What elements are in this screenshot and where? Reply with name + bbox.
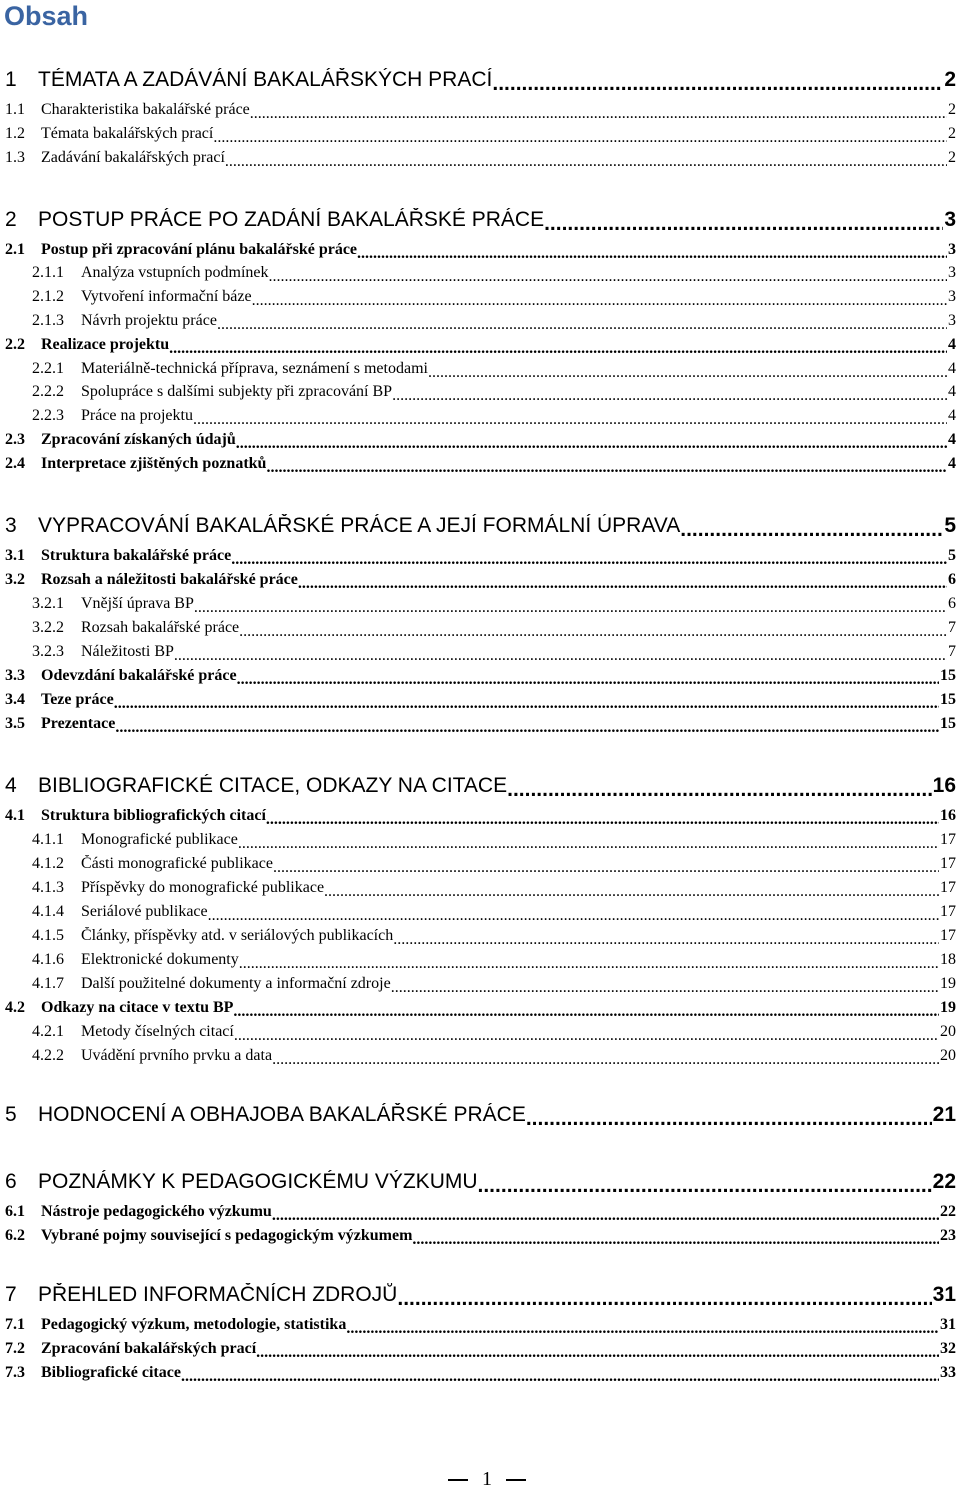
toc-dot-leader [115, 721, 939, 737]
toc-entry-title: Části monografické publikace [81, 855, 273, 872]
toc-entry-page: 18 [940, 951, 956, 968]
toc-entry-number: 3.2 [5, 571, 25, 588]
toc-dot-leader [269, 270, 947, 286]
toc-entry-level-2[interactable] [5, 1340, 956, 1362]
toc-entry-title: Odkazy na citace v textu BP [41, 999, 234, 1016]
page-title: Obsah [4, 1, 89, 31]
toc-dot-leader [397, 1290, 931, 1311]
toc-dot-leader [169, 342, 947, 358]
toc-entry-page: 4 [948, 407, 956, 424]
toc-entry-page: 2 [944, 68, 956, 91]
toc-entry-title: Charakteristika bakalářské práce [41, 101, 250, 118]
toc-entry-number: 2.2.1 [32, 360, 64, 377]
toc-entry-number: 4.1.7 [32, 975, 64, 992]
toc-entry-level-3[interactable] [32, 619, 956, 641]
toc-entry-number: 3 [5, 514, 17, 537]
toc-entry-title: PŘEHLED INFORMAČNÍCH ZDROJŮ [38, 1283, 398, 1306]
toc-dot-leader [357, 247, 947, 263]
toc-entry-number: 3.5 [5, 715, 25, 732]
toc-entry-title: Monografické publikace [81, 831, 238, 848]
toc-dot-leader [324, 885, 939, 901]
toc-entry-page: 17 [940, 855, 956, 872]
toc-entry-number: 4.1.6 [32, 951, 64, 968]
toc-entry-page: 15 [940, 715, 956, 732]
toc-entry-level-2[interactable] [5, 691, 956, 713]
toc-entry-title: TÉMATA A ZADÁVÁNÍ BAKALÁŘSKÝCH PRACÍ [38, 68, 493, 91]
toc-entry-number: 7 [5, 1283, 17, 1306]
toc-entry-page: 3 [944, 208, 956, 231]
toc-entry-page: 20 [940, 1047, 956, 1064]
toc-dot-leader [114, 697, 939, 713]
toc-entry-page: 7 [948, 643, 956, 660]
toc-entry-number: 3.4 [5, 691, 25, 708]
toc-entry-number: 6.2 [5, 1227, 25, 1244]
toc-entry-level-2[interactable] [5, 455, 956, 477]
toc-entry-title: Rozsah a náležitosti bakalářské práce [41, 571, 298, 588]
toc-entry-number: 4.1.4 [32, 903, 64, 920]
toc-entry-title: Články, příspěvky atd. v seriálových publikacích [81, 927, 394, 944]
toc-entry-number: 3.2.1 [32, 595, 64, 612]
toc-entry-number: 3.2.2 [32, 619, 64, 636]
toc-entry-level-3[interactable] [32, 831, 956, 853]
toc-entry-level-2[interactable] [5, 241, 956, 263]
toc-entry-page: 22 [940, 1203, 956, 1220]
toc-entry-number: 6 [5, 1170, 17, 1193]
toc-entry-number: 2 [5, 208, 17, 231]
toc-entry-page: 4 [948, 431, 956, 448]
toc-dot-leader [250, 107, 947, 123]
toc-entry-level-3[interactable] [32, 903, 956, 925]
toc-entry-page: 7 [948, 619, 956, 636]
toc-entry-level-2[interactable] [5, 547, 956, 569]
toc-dot-leader [208, 909, 939, 925]
toc-entry-number: 2.3 [5, 431, 25, 448]
toc-entry-page: 3 [948, 241, 956, 258]
toc-entry-number: 2.4 [5, 455, 25, 472]
toc-entry-level-1[interactable] [5, 208, 956, 236]
toc-entry-number: 2.2 [5, 336, 25, 353]
toc-entry-title: Příspěvky do monografické publikace [81, 879, 325, 896]
toc-entry-page: 4 [948, 360, 956, 377]
toc-entry-level-3[interactable] [32, 975, 956, 997]
toc-entry-title: Struktura bibliografických citací [41, 807, 266, 824]
toc-entry-number: 5 [5, 1103, 17, 1126]
toc-entry-level-1[interactable] [5, 514, 956, 542]
toc-entry-number: 7.2 [5, 1340, 25, 1357]
toc-entry-title: Bibliografické citace [41, 1364, 181, 1381]
toc-entry-title: Náležitosti BP [81, 643, 174, 660]
toc-entry-level-2[interactable] [5, 999, 956, 1021]
toc-dot-leader [239, 957, 939, 973]
toc-entry-level-3[interactable] [32, 879, 956, 901]
toc-entry-level-2[interactable] [5, 125, 956, 147]
toc-entry-number: 3.2.3 [32, 643, 64, 660]
page-number: 1 [482, 1468, 492, 1490]
toc-entry-page: 6 [948, 571, 956, 588]
toc-entry-page: 15 [940, 691, 956, 708]
toc-entry-page: 4 [948, 336, 956, 353]
toc-entry-title: Analýza vstupních podmínek [81, 264, 269, 281]
toc-entry-page: 15 [940, 667, 956, 684]
toc-dot-leader [252, 294, 947, 310]
toc-dot-leader [237, 673, 939, 689]
toc-entry-level-3[interactable] [32, 1023, 956, 1045]
toc-entry-level-3[interactable] [32, 288, 956, 310]
toc-entry-number: 1.2 [5, 125, 25, 142]
toc-entry-page: 23 [940, 1227, 956, 1244]
toc-entry-title: HODNOCENÍ A OBHAJOBA BAKALÁŘSKÉ PRÁCE [38, 1103, 526, 1126]
toc-entry-title: VYPRACOVÁNÍ BAKALÁŘSKÉ PRÁCE A JEJÍ FORMÁLNÍ ÚPRAVA [38, 514, 681, 537]
toc-entry-level-2[interactable] [5, 667, 956, 689]
toc-entry-page: 21 [932, 1103, 956, 1126]
toc-entry-number: 4.2.1 [32, 1023, 64, 1040]
toc-entry-title: Uvádění prvního prvku a data [81, 1047, 273, 1064]
toc-dot-leader [346, 1322, 939, 1338]
toc-dot-leader [526, 1110, 932, 1131]
toc-entry-number: 7.1 [5, 1316, 25, 1333]
toc-entry-page: 6 [948, 595, 956, 612]
toc-entry-level-2[interactable] [5, 715, 956, 737]
toc-entry-page: 16 [932, 774, 956, 797]
toc-entry-page: 3 [948, 288, 956, 305]
toc-entry-number: 4.2.2 [32, 1047, 64, 1064]
toc-entry-level-3[interactable] [32, 643, 956, 665]
toc-dot-leader [391, 981, 939, 997]
toc-entry-number: 6.1 [5, 1203, 25, 1220]
toc-dot-leader [680, 521, 943, 542]
toc-entry-level-2[interactable] [5, 149, 956, 171]
toc-entry-title: Vnější úprava BP [81, 595, 194, 612]
toc-entry-level-3[interactable] [32, 927, 956, 949]
toc-entry-level-3[interactable] [32, 360, 956, 382]
toc-entry-page: 31 [940, 1316, 956, 1333]
toc-entry-number: 2.1.2 [32, 288, 64, 305]
toc-entry-number: 1.3 [5, 149, 25, 166]
toc-entry-title: Zpracování získaných údajů [41, 431, 236, 448]
toc-entry-title: Vytvoření informační báze [81, 288, 252, 305]
toc-dot-leader [181, 1370, 939, 1386]
toc-entry-level-3[interactable] [32, 951, 956, 973]
toc-entry-level-3[interactable] [32, 1047, 956, 1069]
toc-entry-title: Seriálové publikace [81, 903, 208, 920]
toc-entry-title: Interpretace zjištěných poznatků [41, 455, 267, 472]
toc-entry-title: POZNÁMKY K PEDAGOGICKÉMU VÝZKUMU [38, 1170, 478, 1193]
toc-dot-leader [478, 1177, 932, 1198]
toc-entry-page: 17 [940, 927, 956, 944]
toc-entry-level-3[interactable] [32, 595, 956, 617]
toc-entry-number: 4 [5, 774, 17, 797]
toc-entry-page: 2 [948, 101, 956, 118]
toc-entry-number: 2.1.3 [32, 312, 64, 329]
toc-entry-page: 20 [940, 1023, 956, 1040]
toc-dot-leader [266, 461, 947, 477]
toc-dot-leader [266, 813, 939, 829]
toc-dot-leader [213, 131, 947, 147]
toc-entry-level-3[interactable] [32, 407, 956, 429]
toc-dot-leader [234, 1029, 939, 1045]
page-footer [448, 1468, 526, 1491]
toc-entry-page: 5 [944, 514, 956, 537]
toc-entry-number: 1 [5, 68, 17, 91]
toc-entry-page: 2 [948, 149, 956, 166]
toc-entry-page: 32 [940, 1340, 956, 1357]
toc-entry-number: 4.1 [5, 807, 25, 824]
toc-dot-leader [272, 1209, 939, 1225]
toc-entry-title: Realizace projektu [41, 336, 170, 353]
toc-entry-page: 33 [940, 1364, 956, 1381]
toc-dot-leader [507, 781, 932, 802]
toc-entry-page: 4 [948, 455, 956, 472]
toc-entry-title: Rozsah bakalářské práce [81, 619, 240, 636]
toc-dot-leader [225, 155, 947, 171]
toc-entry-level-2[interactable] [5, 431, 956, 453]
toc-entry-title: Práce na projektu [81, 407, 193, 424]
toc-entry-level-2[interactable] [5, 1227, 956, 1249]
toc-entry-page: 17 [940, 903, 956, 920]
toc-entry-title: POSTUP PRÁCE PO ZADÁNÍ BAKALÁŘSKÉ PRÁCE [38, 208, 545, 231]
toc-dot-leader [217, 318, 947, 334]
toc-entry-level-2[interactable] [5, 571, 956, 593]
toc-dot-leader [272, 1053, 939, 1069]
toc-dot-leader [544, 215, 943, 236]
toc-entry-page: 5 [948, 547, 956, 564]
toc-entry-number: 2.2.3 [32, 407, 64, 424]
toc-entry-level-3[interactable] [32, 264, 956, 286]
toc-entry-title: Prezentace [41, 715, 116, 732]
toc-entry-title: Zpracování bakalářských prací [41, 1340, 257, 1357]
toc-dot-leader [193, 413, 947, 429]
toc-entry-number: 3.3 [5, 667, 25, 684]
toc-entry-page: 4 [948, 383, 956, 400]
toc-entry-title: Teze práce [41, 691, 114, 708]
toc-entry-number: 1.1 [5, 101, 25, 118]
toc-dot-leader [273, 861, 939, 877]
toc-entry-number: 2.1 [5, 241, 25, 258]
toc-entry-title: Struktura bakalářské práce [41, 547, 232, 564]
toc-dot-leader [298, 577, 947, 593]
toc-entry-level-3[interactable] [32, 855, 956, 877]
toc-entry-number: 4.1.1 [32, 831, 64, 848]
toc-entry-page: 19 [940, 999, 956, 1016]
toc-dot-leader [238, 837, 939, 853]
toc-entry-level-2[interactable] [5, 1364, 956, 1386]
toc-entry-title: Elektronické dokumenty [81, 951, 239, 968]
toc-entry-page: 3 [948, 312, 956, 329]
toc-entry-title: Návrh projektu práce [81, 312, 217, 329]
toc-entry-page: 31 [932, 1283, 956, 1306]
toc-entry-title: Zadávání bakalářských prací [41, 149, 225, 166]
toc-entry-level-2[interactable] [5, 336, 956, 358]
toc-entry-level-1[interactable] [5, 1170, 956, 1198]
toc-dot-leader [492, 75, 943, 96]
toc-entry-title: Pedagogický výzkum, metodologie, statistika [41, 1316, 347, 1333]
toc-entry-title: Materiálně-technická příprava, seznámení s metodami [81, 360, 428, 377]
toc-entry-title: Vybrané pojmy související s pedagogickým výzkumem [41, 1227, 413, 1244]
toc-dot-leader [239, 625, 947, 641]
toc-entry-number: 7.3 [5, 1364, 25, 1381]
toc-entry-number: 4.1.5 [32, 927, 64, 944]
toc-entry-title: Metody číselných citací [81, 1023, 234, 1040]
toc-entry-number: 4.1.3 [32, 879, 64, 896]
toc-entry-level-1[interactable] [5, 774, 956, 802]
toc-dot-leader [233, 1005, 939, 1021]
toc-entry-level-1[interactable] [5, 1103, 956, 1131]
toc-entry-level-1[interactable] [5, 1283, 956, 1311]
toc-entry-level-2[interactable] [5, 1203, 956, 1225]
toc-entry-title: Spolupráce s dalšími subjekty při zpracování BP [81, 383, 393, 400]
toc-entry-page: 2 [948, 125, 956, 142]
toc-dot-leader [412, 1233, 939, 1249]
toc-entry-page: 22 [932, 1170, 956, 1193]
toc-entry-number: 3.1 [5, 547, 25, 564]
toc-entry-page: 17 [940, 879, 956, 896]
toc-dot-leader [231, 553, 947, 569]
footer-rule-right [506, 1479, 526, 1481]
toc-entry-level-3[interactable] [32, 312, 956, 334]
footer-rule-left [448, 1479, 468, 1481]
toc-entry-level-1[interactable] [5, 68, 956, 96]
toc-entry-page: 3 [948, 264, 956, 281]
toc-entry-title: Další použitelné dokumenty a informační zdroje [81, 975, 391, 992]
toc-dot-leader [256, 1346, 939, 1362]
toc-dot-leader [236, 437, 947, 453]
toc-entry-title: BIBLIOGRAFICKÉ CITACE, ODKAZY NA CITACE [38, 774, 508, 797]
toc-entry-page: 17 [940, 831, 956, 848]
toc-entry-level-3[interactable] [32, 383, 956, 405]
toc-entry-number: 2.2.2 [32, 383, 64, 400]
toc-dot-leader [392, 389, 947, 405]
toc-dot-leader [194, 601, 947, 617]
toc-dot-leader [174, 649, 947, 665]
toc-dot-leader [393, 933, 939, 949]
toc-entry-title: Postup při zpracování plánu bakalářské práce [41, 241, 358, 258]
toc-entry-title: Odevzdání bakalářské práce [41, 667, 237, 684]
toc-entry-number: 4.1.2 [32, 855, 64, 872]
toc-entry-level-2[interactable] [5, 1316, 956, 1338]
toc-entry-title: Témata bakalářských prací [41, 125, 214, 142]
toc-entry-title: Nástroje pedagogického výzkumu [41, 1203, 272, 1220]
toc-entry-level-2[interactable] [5, 101, 956, 123]
toc-dot-leader [428, 366, 947, 382]
toc-entry-number: 4.2 [5, 999, 25, 1016]
toc-entry-page: 16 [940, 807, 956, 824]
toc-entry-number: 2.1.1 [32, 264, 64, 281]
toc-entry-level-2[interactable] [5, 807, 956, 829]
toc-entry-page: 19 [940, 975, 956, 992]
